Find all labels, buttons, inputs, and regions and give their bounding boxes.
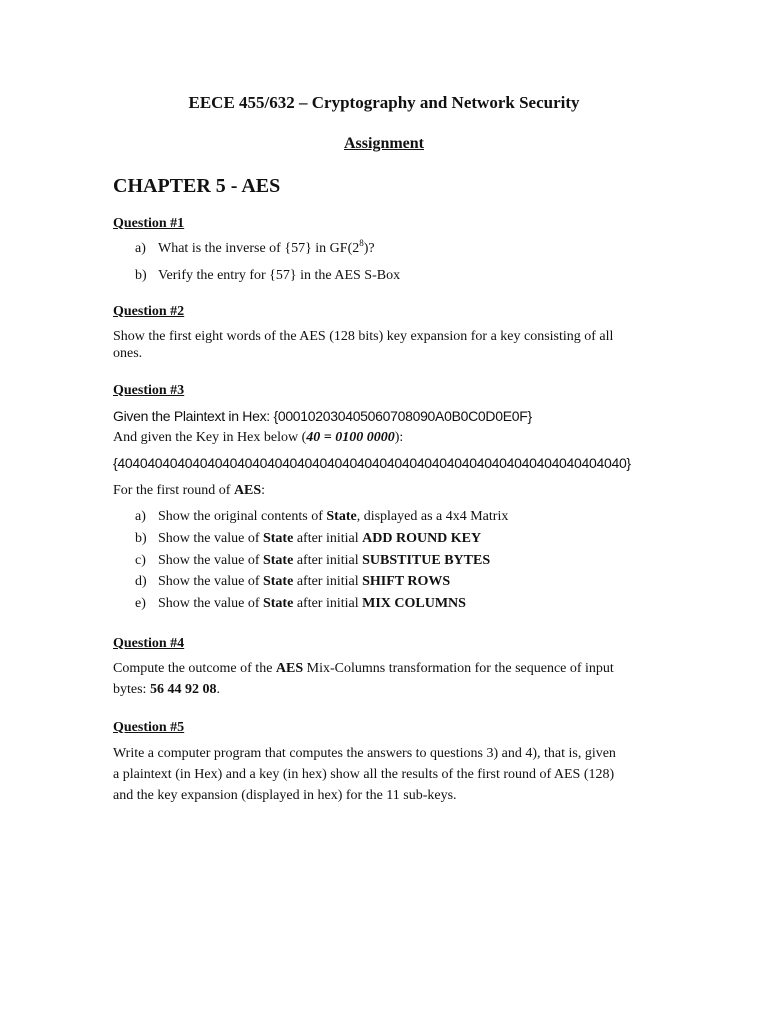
round-text: : xyxy=(261,483,266,498)
item-bold: SUBSTITUE BYTES xyxy=(362,553,491,568)
item-text: after initial xyxy=(293,553,363,568)
item-text: Show the value of xyxy=(158,574,263,589)
item-text: after initial xyxy=(293,574,363,589)
superscript: 8 xyxy=(359,238,364,248)
question-3-item-a xyxy=(135,509,508,525)
question-4-title: Question #4 xyxy=(113,636,185,651)
question-4-line-2 xyxy=(113,682,220,698)
item-text: Show the original contents of xyxy=(158,509,327,524)
item-text: What is the inverse of {57} in GF(2 xyxy=(158,241,360,256)
question-2-title: Question #2 xyxy=(113,304,185,319)
question-5-line-2: a plaintext (in Hex) and a key (in hex) show all the results of the first round of AES (128) xyxy=(113,767,615,782)
question-5-line-1: Write a computer program that computes the answers to questions 3) and 4), that is, given xyxy=(113,746,616,761)
list-marker: b) xyxy=(135,531,147,546)
item-text: Verify the entry for {57} in the AES S-Box xyxy=(158,268,401,283)
list-marker: b) xyxy=(135,268,147,283)
item-text: after initial xyxy=(293,531,363,546)
question-5-title: Question #5 xyxy=(113,720,185,735)
item-text: Show the value of xyxy=(158,596,263,611)
round-bold: AES xyxy=(233,483,262,498)
key-value: {40404040404040404040404040404040404040404040404040404040404040404040} xyxy=(113,455,631,471)
chapter-heading: CHAPTER 5 - AES xyxy=(113,175,281,197)
item-bold: State xyxy=(326,509,357,524)
list-marker: e) xyxy=(135,596,146,611)
item-text: , displayed as a 4x4 Matrix xyxy=(356,509,509,524)
input-bytes: 56 44 92 08 xyxy=(149,682,217,697)
key-text: ): xyxy=(394,430,404,445)
question-3-title: Question #3 xyxy=(113,383,185,398)
item-bold: MIX COLUMNS xyxy=(362,596,466,611)
item-text: )? xyxy=(363,241,375,256)
item-bold: State xyxy=(262,531,294,546)
q4-bold: AES xyxy=(275,661,304,676)
item-text: after initial xyxy=(293,596,363,611)
question-4-line-1 xyxy=(113,661,614,677)
question-2-line-1: Show the first eight words of the AES (128 bits) key expansion for a key consisting of all xyxy=(113,329,614,344)
list-marker: a) xyxy=(135,241,146,256)
item-bold: ADD ROUND KEY xyxy=(362,531,482,546)
item-bold: State xyxy=(262,553,294,568)
item-bold: SHIFT ROWS xyxy=(362,574,451,589)
round-text: For the first round of xyxy=(113,483,234,498)
q4-text: Compute the outcome of the xyxy=(113,661,276,676)
key-text: And given the Key in Hex below ( xyxy=(113,430,307,445)
item-text: Show the value of xyxy=(158,553,263,568)
first-round-line xyxy=(113,483,265,499)
q4-text: . xyxy=(216,682,220,697)
list-marker: c) xyxy=(135,553,146,568)
q4-text: Mix-Columns transformation for the sequence of input xyxy=(303,661,614,676)
assignment-heading: Assignment xyxy=(343,135,424,152)
list-marker: d) xyxy=(135,574,147,589)
plaintext-line: Given the Plaintext in Hex: {000102030405060708090A0B0C0D0E0F} xyxy=(113,408,532,424)
q4-text: bytes: xyxy=(113,682,150,697)
item-text: Show the value of xyxy=(158,531,263,546)
question-3-item-d xyxy=(135,574,450,590)
question-1-item-b xyxy=(135,268,400,284)
key-byte-binary: 40 = 0100 0000 xyxy=(306,430,395,445)
question-1-title: Question #1 xyxy=(113,216,185,231)
question-1-item-a xyxy=(135,238,375,257)
question-3-item-c xyxy=(135,553,490,569)
question-3-item-e xyxy=(135,596,466,612)
question-3-item-b xyxy=(135,531,481,547)
list-marker: a) xyxy=(135,509,146,524)
key-line xyxy=(113,430,403,446)
question-5-line-3: and the key expansion (displayed in hex) for the 11 sub-keys. xyxy=(113,788,457,803)
item-bold: State xyxy=(262,574,294,589)
question-2-line-2: ones. xyxy=(113,346,143,361)
item-bold: State xyxy=(262,596,294,611)
course-title: EECE 455/632 – Cryptography and Network Security xyxy=(188,93,580,112)
